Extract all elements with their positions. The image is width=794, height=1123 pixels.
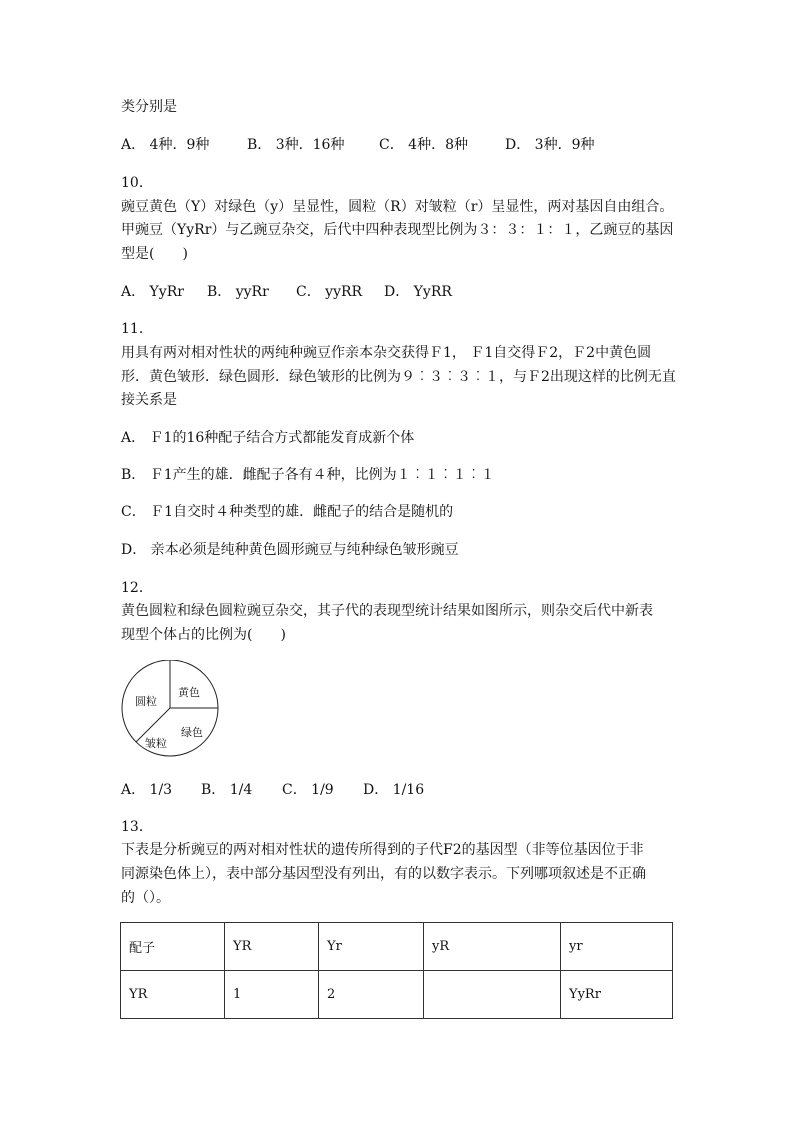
- genotype-table: [120, 922, 673, 1019]
- q11-stem-line1: 用具有两对相对性状的两纯种豌豆作亲本杂交获得Ｆ1， Ｆ1自交得Ｆ2，Ｆ2中黄色圆: [121, 345, 652, 361]
- table-cell: yr: [561, 923, 673, 971]
- pie-label-green: 绿色: [181, 726, 203, 739]
- table-header-row: [121, 923, 673, 971]
- q11-option-b: B． Ｆ1产生的雄．雌配子各有４种，比例为１︰１︰１︰１: [121, 467, 495, 483]
- table-cell: YR: [121, 971, 225, 1019]
- q9-tail-text: 类分别是: [121, 99, 177, 115]
- q10-stem-line3: 型是( ): [121, 246, 188, 262]
- q10-options: [121, 282, 452, 302]
- q12-number: 12．: [121, 580, 153, 596]
- q9-option-c: C． 4种．8种: [379, 137, 468, 153]
- table-cell: [424, 971, 561, 1019]
- q13-stem-line1: 下表是分析豌豆的两对相对性状的遗传所得到的子代F2的基因型（非等位基因位于非: [121, 842, 644, 858]
- q12-options: [121, 780, 424, 800]
- q9-option-d: D． 3种．9种: [505, 137, 595, 153]
- pie-label-wrinkled: 皱粒: [145, 737, 167, 750]
- table-cell: 2: [319, 971, 424, 1019]
- q11-option-a: A． Ｆ1的16种配子结合方式都能发育成新个体: [121, 430, 415, 446]
- q9-option-b: B． 3种．16种: [247, 137, 345, 153]
- q12-option-d: D． 1/16: [363, 782, 425, 798]
- q12-option-c: C． 1/9: [282, 782, 334, 798]
- q11-option-d: D． 亲本必须是纯种黄色圆形豌豆与纯种绿色皱形豌豆: [121, 542, 459, 558]
- q12-stem-line2: 现型个体占的比例为( ): [121, 627, 286, 643]
- q11-option-c: C． Ｆ1自交时４种类型的雄．雌配子的结合是随机的: [121, 504, 454, 520]
- table-cell: yR: [424, 923, 561, 971]
- q10-option-c: C． yyRR: [296, 284, 363, 300]
- q12-stem-line1: 黄色圆粒和绿色圆粒豌豆杂交，其子代的表现型统计结果如图所示，则杂交后代中新表: [121, 603, 653, 619]
- q11-number: 11．: [121, 321, 153, 337]
- q11-stem-line2: 形．黄色皱形．绿色圆形．绿色皱形的比例为９︰３︰３︰１，与Ｆ2出现这样的比例无直: [121, 369, 676, 385]
- table-cell: Yr: [319, 923, 424, 971]
- q12-option-b: B． 1/4: [201, 782, 253, 798]
- q9-option-a: A． 4种．9种: [121, 137, 210, 153]
- pie-label-yellow: 黄色: [178, 686, 200, 699]
- q13-number: 13．: [121, 819, 153, 835]
- q10-option-b: B． yyRr: [207, 284, 269, 300]
- table-cell: YyRr: [561, 971, 673, 1019]
- table-cell: 1: [225, 971, 319, 1019]
- q12-pie-chart: [120, 660, 230, 760]
- table-cell: 配子: [121, 923, 225, 971]
- pie-label-round: 圆粒: [135, 695, 157, 708]
- q10-stem-line1: 豌豆黄色（Y）对绿色（y）呈显性，圆粒（R）对皱粒（r）呈显性，两对基因自由组合。: [121, 199, 674, 215]
- table-cell: YR: [225, 923, 319, 971]
- q13-stem-line3: 的（）。: [121, 890, 170, 906]
- q13-stem-line2: 同源染色体上），表中部分基因型没有列出，有的以数字表示。下列哪项叙述是不正确: [121, 866, 646, 882]
- q12-option-a: A． 1/3: [121, 782, 173, 798]
- q11-stem-line3: 接关系是: [121, 392, 177, 408]
- q10-option-a: A． YyRr: [121, 284, 184, 300]
- q10-stem-line2: 甲豌豆（YyRr）与乙豌豆杂交，后代中四种表现型比例为３：３：１：１，乙豌豆的基因: [121, 222, 674, 238]
- q10-number: 10．: [121, 175, 153, 191]
- q9-options: [121, 135, 595, 155]
- table-row: [121, 971, 673, 1019]
- q10-option-d: D． YyRR: [384, 284, 452, 300]
